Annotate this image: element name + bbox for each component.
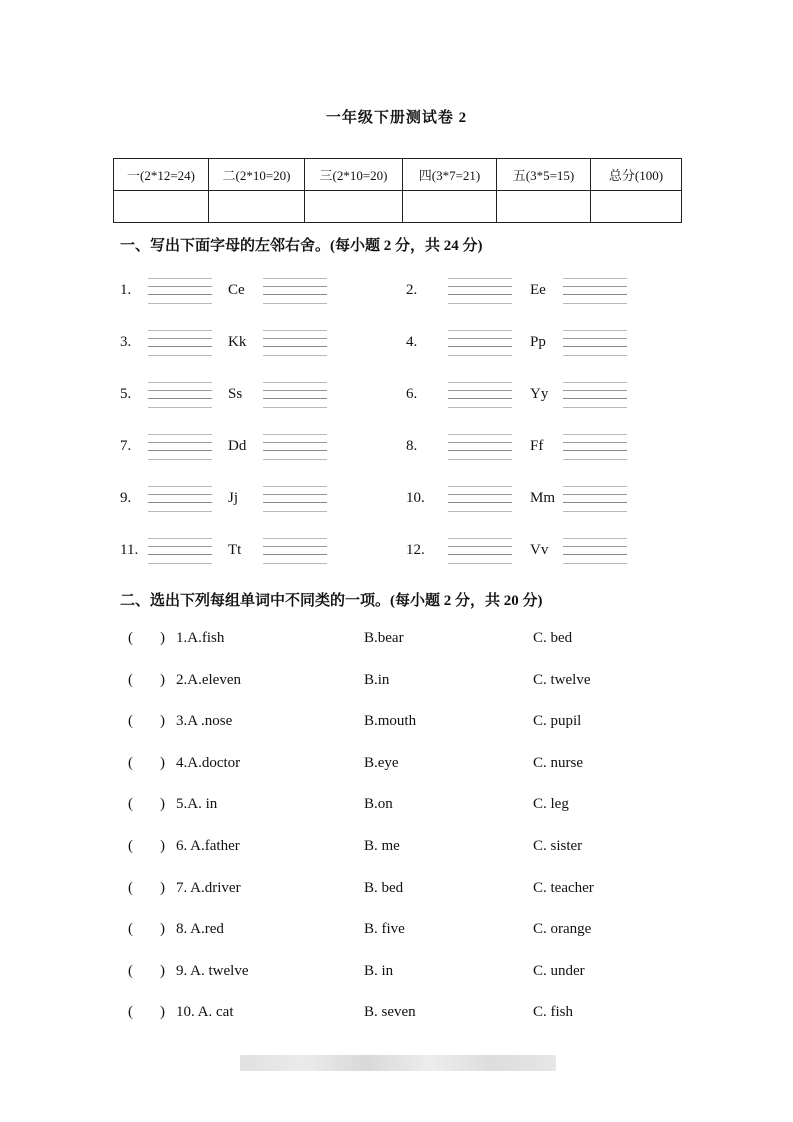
option-c[interactable]: C. fish xyxy=(533,1004,574,1020)
left-neighbor-writing-lines[interactable] xyxy=(448,278,512,304)
option-a[interactable]: 2.A.eleven xyxy=(176,672,241,688)
option-b[interactable]: B. bed xyxy=(364,880,404,896)
right-neighbor-writing-lines[interactable] xyxy=(563,278,627,304)
answer-paren-right: ) xyxy=(160,921,165,937)
given-letter: Ee xyxy=(530,282,546,298)
answer-paren-left: ( xyxy=(128,672,133,688)
score-header-total: 总分(100) xyxy=(591,159,682,191)
left-neighbor-writing-lines[interactable] xyxy=(448,538,512,564)
right-neighbor-writing-lines[interactable] xyxy=(563,434,627,460)
option-a[interactable]: 1.A.fish xyxy=(176,630,225,646)
answer-paren-right: ) xyxy=(160,880,165,896)
right-neighbor-writing-lines[interactable] xyxy=(563,330,627,356)
score-cell-5[interactable] xyxy=(497,191,591,223)
given-letter: Yy xyxy=(530,386,549,402)
item-number: 3. xyxy=(120,334,132,350)
option-a[interactable]: 5.A. in xyxy=(176,796,218,812)
given-letter: Dd xyxy=(228,438,247,454)
letter-item xyxy=(0,278,793,318)
given-letter: Ss xyxy=(228,386,243,402)
item-number: 2. xyxy=(406,282,418,298)
question-row xyxy=(0,713,793,737)
option-b[interactable]: B.mouth xyxy=(364,713,417,729)
given-letter: Tt xyxy=(228,542,242,558)
option-b[interactable]: B.eye xyxy=(364,755,399,771)
section-2-heading: 二、选出下列每组单词中不同类的一项。(每小题 2 分，共 20 分) xyxy=(120,593,543,609)
score-table xyxy=(113,158,682,223)
option-a[interactable]: 9. A. twelve xyxy=(176,963,249,979)
answer-paren-left: ( xyxy=(128,1004,133,1020)
given-letter: Vv xyxy=(530,542,549,558)
answer-paren-right: ) xyxy=(160,672,165,688)
answer-paren-right: ) xyxy=(160,755,165,771)
answer-paren-left: ( xyxy=(128,921,133,937)
letter-item xyxy=(0,330,793,370)
right-neighbor-writing-lines[interactable] xyxy=(563,382,627,408)
answer-paren-right: ) xyxy=(160,1004,165,1020)
given-letter: Jj xyxy=(228,490,239,506)
question-row xyxy=(0,755,793,779)
given-letter: Ce xyxy=(228,282,245,298)
question-row xyxy=(0,672,793,696)
option-a[interactable]: 3.A .nose xyxy=(176,713,233,729)
section-1-heading: 一、写出下面字母的左邻右舍。(每小题 2 分，共 24 分) xyxy=(120,238,483,254)
option-c[interactable]: C. nurse xyxy=(533,755,583,771)
option-c[interactable]: C. under xyxy=(533,963,585,979)
option-a[interactable]: 10. A. cat xyxy=(176,1004,234,1020)
blurred-footer xyxy=(240,1055,556,1071)
item-number: 1. xyxy=(120,282,132,298)
question-row xyxy=(0,796,793,820)
given-letter: Pp xyxy=(530,334,546,350)
given-letter: Ff xyxy=(530,438,544,454)
answer-paren-left: ( xyxy=(128,755,133,771)
page-title: 一年级下册测试卷 2 xyxy=(325,110,468,126)
option-b[interactable]: B.in xyxy=(364,672,390,688)
answer-paren-right: ) xyxy=(160,838,165,854)
right-neighbor-writing-lines[interactable] xyxy=(563,538,627,564)
answer-paren-left: ( xyxy=(128,880,133,896)
option-c[interactable]: C. pupil xyxy=(533,713,582,729)
left-neighbor-writing-lines[interactable] xyxy=(448,434,512,460)
item-number: 10. xyxy=(406,490,425,506)
left-neighbor-writing-lines[interactable] xyxy=(448,330,512,356)
item-number: 6. xyxy=(406,386,418,402)
answer-paren-left: ( xyxy=(128,963,133,979)
question-row xyxy=(0,838,793,862)
given-letter: Mm xyxy=(530,490,556,506)
answer-paren-right: ) xyxy=(160,963,165,979)
item-number: 11. xyxy=(120,542,139,558)
question-row xyxy=(0,921,793,945)
score-cell-4[interactable] xyxy=(403,191,497,223)
option-c[interactable]: C. twelve xyxy=(533,672,591,688)
question-row xyxy=(0,963,793,987)
option-c[interactable]: C. leg xyxy=(533,796,569,812)
item-number: 7. xyxy=(120,438,132,454)
option-b[interactable]: B.on xyxy=(364,796,393,812)
answer-paren-left: ( xyxy=(128,713,133,729)
option-b[interactable]: B. in xyxy=(364,963,394,979)
score-header-1: 一(2*12=24) xyxy=(114,159,209,191)
answer-paren-right: ) xyxy=(160,630,165,646)
question-row xyxy=(0,630,793,654)
score-header-2: 二(2*10=20) xyxy=(209,159,305,191)
option-c[interactable]: C. orange xyxy=(533,921,592,937)
question-row xyxy=(0,1004,793,1028)
option-c[interactable]: C. sister xyxy=(533,838,583,854)
option-c[interactable]: C. teacher xyxy=(533,880,594,896)
letter-item xyxy=(0,382,793,422)
letter-item xyxy=(0,538,793,578)
item-number: 4. xyxy=(406,334,418,350)
score-cell-3[interactable] xyxy=(305,191,403,223)
left-neighbor-writing-lines[interactable] xyxy=(448,486,512,512)
option-b[interactable]: B. five xyxy=(364,921,405,937)
given-letter: Kk xyxy=(228,334,247,350)
item-number: 8. xyxy=(406,438,418,454)
item-number: 9. xyxy=(120,490,132,506)
option-a[interactable]: 4.A.doctor xyxy=(176,755,241,771)
answer-paren-left: ( xyxy=(128,630,133,646)
letter-item xyxy=(0,486,793,526)
item-number: 5. xyxy=(120,386,132,402)
answer-paren-right: ) xyxy=(160,713,165,729)
score-header-4: 四(3*7=21) xyxy=(403,159,497,191)
question-row xyxy=(0,880,793,904)
score-cell-2[interactable] xyxy=(209,191,305,223)
option-b[interactable]: B. me xyxy=(364,838,400,854)
letter-item xyxy=(0,434,793,474)
right-neighbor-writing-lines[interactable] xyxy=(563,486,627,512)
left-neighbor-writing-lines[interactable] xyxy=(448,382,512,408)
score-header-5: 五(3*5=15) xyxy=(497,159,591,191)
option-b[interactable]: B.bear xyxy=(364,630,404,646)
option-a[interactable]: 8. A.red xyxy=(176,921,224,937)
answer-paren-right: ) xyxy=(160,796,165,812)
item-number: 12. xyxy=(406,542,425,558)
option-b[interactable]: B. seven xyxy=(364,1004,416,1020)
score-header-3: 三(2*10=20) xyxy=(305,159,403,191)
answer-paren-left: ( xyxy=(128,796,133,812)
option-a[interactable]: 7. A.driver xyxy=(176,880,241,896)
option-c[interactable]: C. bed xyxy=(533,630,573,646)
option-a[interactable]: 6. A.father xyxy=(176,838,240,854)
score-cell-total[interactable] xyxy=(591,191,682,223)
answer-paren-left: ( xyxy=(128,838,133,854)
score-cell-1[interactable] xyxy=(114,191,209,223)
